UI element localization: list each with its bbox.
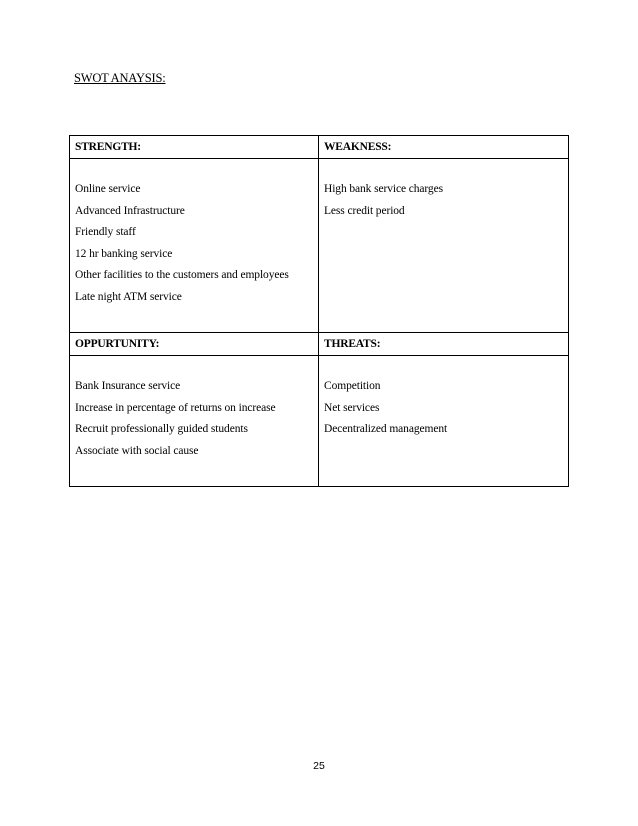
opportunity-header: OPPURTUNITY: bbox=[70, 333, 319, 356]
threats-cell bbox=[319, 356, 569, 487]
swot-table bbox=[69, 135, 569, 487]
list-item: Decentralized management bbox=[324, 423, 448, 435]
weakness-header: WEAKNESS: bbox=[319, 136, 569, 159]
table-row bbox=[70, 159, 569, 333]
list-item: 12 hr banking service bbox=[75, 247, 173, 260]
list-item: Advanced Infrastructure bbox=[75, 204, 185, 217]
opportunity-cell bbox=[70, 356, 319, 487]
list-item: Less credit period bbox=[324, 204, 405, 217]
list-item: Online service bbox=[75, 183, 141, 195]
weakness-list bbox=[324, 159, 568, 222]
list-item: Increase in percentage of returns on increase bbox=[75, 401, 276, 414]
strength-cell bbox=[70, 159, 319, 333]
page-number: 25 bbox=[313, 760, 325, 772]
list-item: Late night ATM service bbox=[75, 290, 182, 303]
list-item: Other facilities to the customers and employees bbox=[75, 269, 289, 281]
table-row bbox=[70, 333, 569, 356]
list-item: High bank service charges bbox=[324, 183, 443, 195]
list-item: Bank Insurance service bbox=[75, 380, 181, 392]
threats-header: THREATS: bbox=[319, 333, 569, 356]
table-row bbox=[70, 356, 569, 487]
table-row bbox=[70, 136, 569, 159]
list-item: Competition bbox=[324, 380, 381, 392]
page-heading: SWOT ANAYSIS: bbox=[74, 71, 166, 85]
list-item: Friendly staff bbox=[75, 226, 136, 238]
list-item: Recruit professionally guided students bbox=[75, 423, 248, 435]
opportunity-list bbox=[75, 356, 318, 462]
threats-list bbox=[324, 356, 568, 441]
strength-list bbox=[75, 159, 318, 308]
strength-header: STRENGTH: bbox=[70, 136, 319, 159]
weakness-cell bbox=[319, 159, 569, 333]
list-item: Net services bbox=[324, 401, 380, 414]
list-item: Associate with social cause bbox=[75, 444, 199, 457]
